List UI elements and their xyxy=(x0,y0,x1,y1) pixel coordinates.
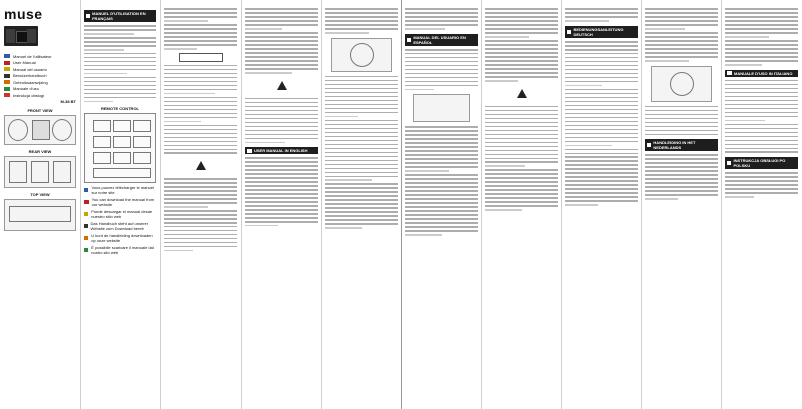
display-illustration xyxy=(179,53,223,62)
download-note: Das Handbuch steht auf unserer Website zum Download bereit xyxy=(84,221,156,231)
cd-illustration xyxy=(651,66,712,102)
warning-icon xyxy=(196,161,206,170)
section-header-es: MANUAL DEL USUARIO EN ESPAÑOL xyxy=(405,34,478,46)
text-column xyxy=(565,6,638,405)
rear-view-diagram xyxy=(4,156,76,188)
brand-logo: muse xyxy=(4,6,43,22)
fold-line xyxy=(321,0,322,409)
top-view-caption: TOP VIEW xyxy=(30,192,50,197)
product-photo xyxy=(4,26,38,46)
remote-control-diagram xyxy=(84,113,156,183)
language-entry: Gebruiksaanwijzing xyxy=(4,80,76,85)
fold-line xyxy=(721,0,722,409)
section-header-de: BEDIENUNGSANLEITUNG DEUTSCH xyxy=(565,26,638,38)
text-column xyxy=(325,6,398,405)
language-entry: User Manual xyxy=(4,60,76,65)
fold-line xyxy=(80,0,81,409)
text-column xyxy=(645,6,718,405)
section-header-fr: MANUEL D'UTILISATION EN FRANÇAIS xyxy=(84,10,156,22)
top-view-diagram xyxy=(4,199,76,231)
front-view-caption: FRONT VIEW xyxy=(27,108,53,113)
rear-view-caption: REAR VIEW xyxy=(28,149,52,154)
warning-icon xyxy=(277,81,287,90)
text-column xyxy=(405,6,478,405)
language-entry: Manuel de l'utilisateur xyxy=(4,54,76,59)
fold-line xyxy=(241,0,242,409)
download-note: Vous pouvez télécharger le manuel sur notre site xyxy=(84,185,156,195)
download-note: You can download the manual from our website xyxy=(84,197,156,207)
front-view-diagram xyxy=(4,115,76,145)
intro-column xyxy=(84,6,156,405)
fold-line xyxy=(160,0,161,409)
fold-line-center xyxy=(401,0,402,409)
cover-column xyxy=(4,6,76,405)
section-header-pl: INSTRUKCJA OBSŁUGI PO POLSKU xyxy=(725,157,798,169)
download-note: Puede descargar el manual desde nuestro sitio web xyxy=(84,209,156,219)
text-column xyxy=(485,6,558,405)
section-header-it: MANUALE D'USO IN ITALIANO xyxy=(725,70,798,77)
warning-icon xyxy=(517,89,527,98)
remote-control-caption: REMOTE CONTROL xyxy=(101,106,139,112)
model-number: M-38 BT xyxy=(60,99,76,104)
language-entry: Instrukcja obsługi xyxy=(4,93,76,98)
section-header-nl: HANDLEIDING IN HET NEDERLANDS xyxy=(645,139,718,151)
fold-line xyxy=(641,0,642,409)
language-entry: Manuale d'uso xyxy=(4,86,76,91)
text-column xyxy=(164,6,237,405)
text-column xyxy=(245,6,318,405)
download-note: U kunt de handleiding downloaden op onze website xyxy=(84,233,156,243)
fold-line xyxy=(561,0,562,409)
cd-illustration xyxy=(331,38,392,72)
display-illustration xyxy=(413,94,470,122)
text-column xyxy=(725,6,798,405)
language-entry: Benutzerhandbuch xyxy=(4,73,76,78)
fold-line xyxy=(481,0,482,409)
language-entry: Manual del usuario xyxy=(4,67,76,72)
download-note: È possibile scaricare il manuale dal nostro sito web xyxy=(84,245,156,255)
section-header-en: USER MANUAL IN ENGLISH xyxy=(245,147,318,154)
